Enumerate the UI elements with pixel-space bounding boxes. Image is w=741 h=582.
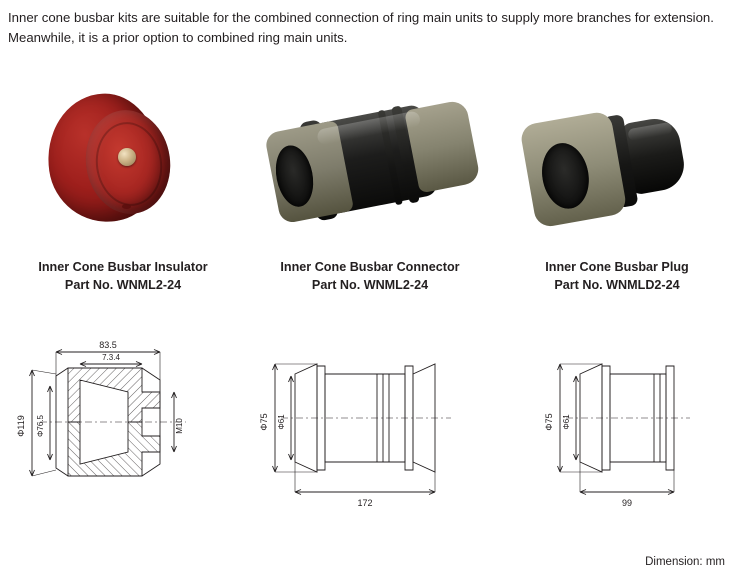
connector-dim-outer-dia: Φ75 xyxy=(259,413,269,431)
dimension-unit-note: Dimension: mm xyxy=(645,556,725,568)
product-caption-plug xyxy=(494,258,740,295)
product-caption-connector xyxy=(247,258,493,295)
intro-paragraph: Inner cone busbar kits are suitable for the combined connection of ring main units to supply more branches for extension. Meanwhile, it is a prior option to combined ring main units. xyxy=(8,10,714,46)
product-card-insulator xyxy=(0,82,246,312)
insulator-dim-thread: M10 xyxy=(175,418,184,434)
insulator-dim-cone-dia: Φ76.5 xyxy=(36,415,45,437)
inner-cone-busbar-insulator-photo xyxy=(0,82,246,257)
insulator-vent-dot xyxy=(122,204,131,209)
insulator-dim-length: 83.5 xyxy=(99,340,117,350)
insulator-drawing-svg xyxy=(10,330,230,515)
insulator-bolt-icon xyxy=(118,148,136,166)
inner-cone-busbar-plug-photo xyxy=(494,82,740,257)
insulator-dim-outer-dia: Φ119 xyxy=(16,415,26,437)
inner-cone-busbar-connector-photo xyxy=(247,82,493,257)
product-partno-insulator: Part No. WNML2-24 xyxy=(64,278,182,293)
product-title-insulator: Inner Cone Busbar Insulator xyxy=(38,260,208,274)
plug-dim-inner-dia: Φ61 xyxy=(562,414,571,430)
insulator-dimension-drawing xyxy=(10,330,230,520)
plug-assembly-shape xyxy=(518,90,714,249)
plug-body-shape xyxy=(519,110,628,228)
plug-dim-outer-dia: Φ75 xyxy=(544,413,554,431)
product-title-plug: Inner Cone Busbar Plug xyxy=(545,260,689,274)
connector-dimension-drawing xyxy=(255,330,505,520)
product-partno-connector: Part No. WNML2-24 xyxy=(311,278,429,293)
insulator-dim-inner-length: 7.3.4 xyxy=(102,353,120,362)
technical-drawings xyxy=(0,330,741,530)
connector-dim-length: 172 xyxy=(357,498,373,508)
product-caption-insulator xyxy=(0,258,246,295)
connector-assembly-shape xyxy=(253,77,494,265)
plug-dimension-drawing xyxy=(540,330,740,520)
plug-drawing-svg xyxy=(540,330,740,515)
product-partno-plug: Part No. WNMLD2-24 xyxy=(554,278,680,293)
product-title-connector: Inner Cone Busbar Connector xyxy=(280,260,460,274)
product-gallery xyxy=(0,82,741,312)
connector-drawing-svg xyxy=(255,330,505,515)
product-card-connector xyxy=(247,82,493,312)
connector-bore-shape xyxy=(271,142,318,210)
plug-dim-length: 99 xyxy=(621,498,633,508)
connector-dim-inner-dia: Φ61 xyxy=(277,414,286,430)
product-card-plug xyxy=(494,82,740,312)
plug-bore-shape xyxy=(537,139,594,212)
